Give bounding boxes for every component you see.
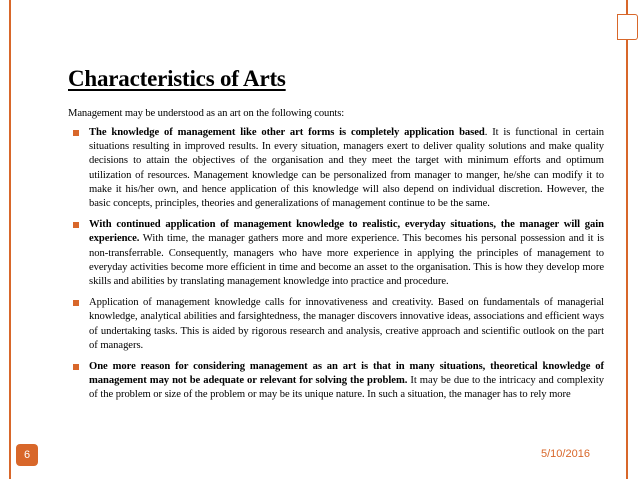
slide-date: 5/10/2016 [541,448,590,460]
slide-title: Characteristics of Arts [68,66,286,91]
bullet-item [72,218,604,289]
slide-border-right [626,0,628,479]
square-bullet-icon [73,130,79,136]
square-bullet-icon [73,300,79,306]
bullet-body: . It is functional in certain situations resulting in improved results. In every situation, managers exert to deliver quality solutions and make quality decisions to attain the objectives of the organisation and they meet the target with minimum efforts and optimum utilization of resources. Management knowledge can be personalized from manager to manger, he/she can modify it to make it his/her own, and hence application of this knowledge will also depend on individual discretion. However, the basic concepts, principles, theories and generalizations of management continue to be the same. [89,127,604,210]
bullet-item [72,360,604,403]
square-bullet-icon [73,364,79,370]
bullet-body: With time, the manager gathers more and more experience. This becomes his personal possession and it is non-transferrable. Consequently, managers who have more experience in applying the principles of management to everyday activities become more efficient in time and become an asset to the organisation. This is how they develop more skills and abilities by translating management knowledge into practice and procedure. [89,233,604,288]
intro-text: Management may be understood as an art on the following counts: [68,108,345,119]
square-bullet-icon [73,222,79,228]
corner-tab-decoration [617,14,638,40]
bullet-body: Application of management knowledge calls for innovativeness and creativity. Based on fundamentals of managerial knowledge, analytical abilities and farsightedness, the manager discovers innovative ideas, associations and efficient ways of undertaking tasks. This is aided by rigorous research and analysis, creative approach and scientific outlook on the part of managers. [89,297,604,351]
bullet-item [72,126,604,211]
bullet-lead: The knowledge of management like other art forms is completely application based [89,127,485,138]
bullet-lead: With continued application of management knowledge to realistic, everyday situations, the manager will gain experience. [89,219,604,245]
slide-border-left [9,0,11,479]
bullet-body: It may be due to the intricacy and complexity of the problem or size of the problem or may be its unique nature. In such a situation, the manager has to rely more [89,375,604,401]
bullet-item [72,296,604,353]
bullet-lead: One more reason for considering management as an art is that in many situations, theoretical knowledge of management may not be adequate or relevant for solving the problem. [89,361,604,387]
slide-number-badge: 6 [16,444,38,466]
bullet-list [72,126,604,410]
